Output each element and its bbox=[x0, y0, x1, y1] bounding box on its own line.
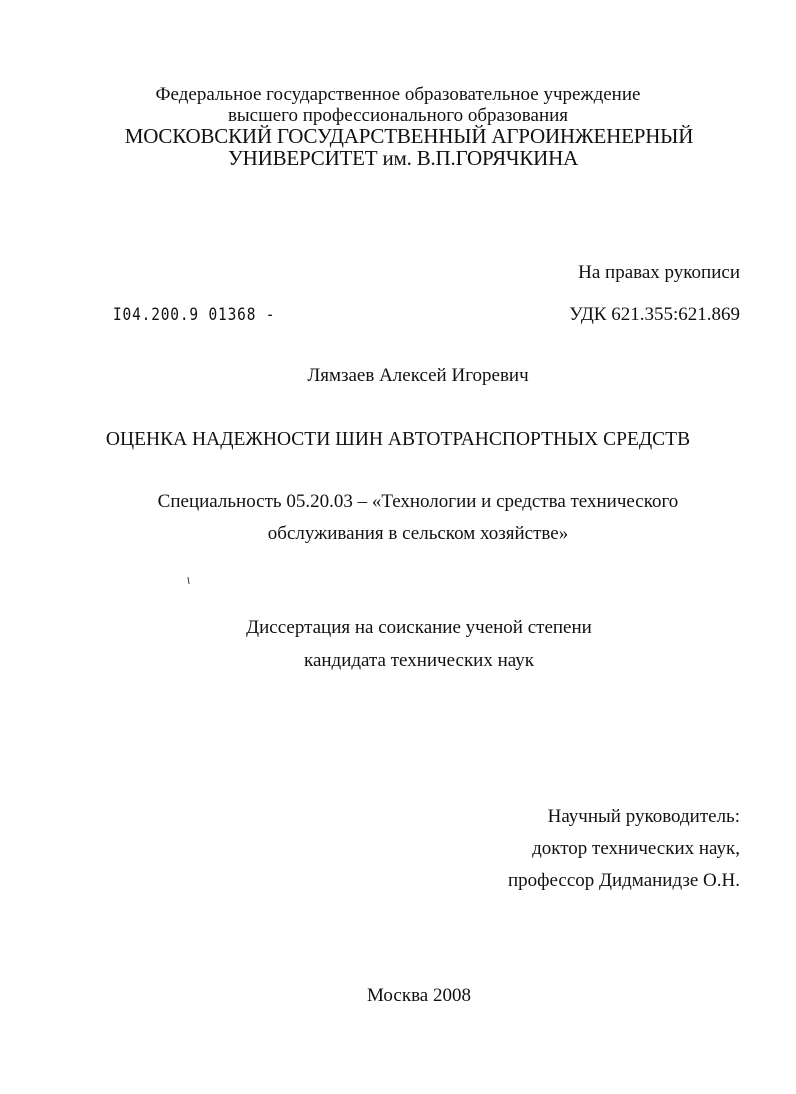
registration-stamp: I04.200.9 01368 - bbox=[113, 305, 276, 325]
supervisor-label: Научный руководитель: bbox=[547, 806, 740, 827]
supervisor-name: профессор Дидманидзе О.Н. bbox=[508, 870, 740, 891]
rights-notice: На правах рукописи bbox=[578, 262, 740, 283]
institution-line-1: Федеральное государственное образовательное учреждение bbox=[155, 84, 641, 105]
city-year: Москва 2008 bbox=[367, 985, 471, 1006]
university-name-line-2: УНИВЕРСИТЕТ им. В.П.ГОРЯЧКИНА bbox=[228, 146, 579, 170]
university-name-line-1: МОСКОВСКИЙ ГОСУДАРСТВЕННЫЙ АГРОИНЖЕНЕРНЫЙ bbox=[124, 124, 694, 148]
degree-line-2: кандидата технических наук bbox=[304, 650, 534, 671]
specialty-line-2: обслуживания в сельском хозяйстве» bbox=[267, 523, 569, 544]
dissertation-title: ОЦЕНКА НАДЕЖНОСТИ ШИН АВТОТРАНСПОРТНЫХ СРЕДСТВ bbox=[105, 429, 691, 450]
degree-line-1: Диссертация на соискание ученой степени bbox=[246, 617, 592, 638]
institution-line-2: высшего профессионального образования bbox=[227, 105, 569, 126]
specialty-line-1: Специальность 05.20.03 – «Технологии и средства технического bbox=[157, 491, 679, 512]
udc-code: УДК 621.355:621.869 bbox=[569, 304, 740, 325]
scan-speck bbox=[187, 577, 189, 584]
supervisor-degree: доктор технических наук, bbox=[532, 838, 740, 859]
author-name: Лямзаев Алексей Игоревич bbox=[307, 365, 529, 386]
